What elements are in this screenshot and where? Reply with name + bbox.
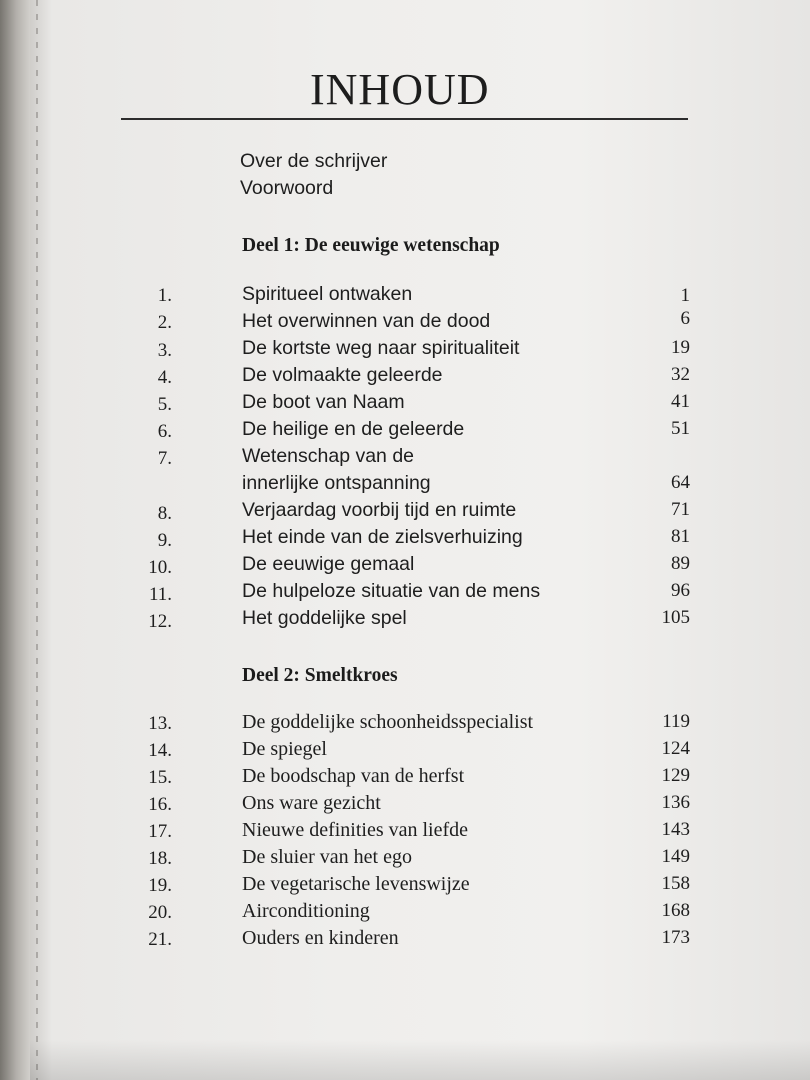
part-heading: Deel 1: De eeuwige wetenschap: [242, 235, 500, 256]
entry-page: 136: [661, 792, 690, 813]
entry-title: Het goddelijke spel: [242, 607, 407, 629]
entry-number: 2.: [157, 312, 172, 333]
entry-page: 64: [671, 472, 690, 493]
entry-number: 3.: [157, 340, 172, 361]
entry-number: 19.: [148, 875, 172, 896]
entry-page: 119: [662, 711, 690, 732]
entry-number: 9.: [157, 530, 172, 551]
entry-page: 19: [671, 337, 690, 358]
entry-number: 8.: [157, 503, 172, 524]
entry-page: 71: [671, 499, 690, 520]
entry-title: De hulpeloze situatie van de mens: [242, 580, 541, 602]
entry-page: 105: [661, 607, 690, 628]
entry-number: 13.: [148, 713, 172, 734]
entry-page: 149: [661, 846, 690, 867]
entry-title: De spiegel: [242, 738, 327, 760]
entry-page: 1: [680, 285, 690, 306]
title-rule: [121, 118, 688, 120]
entry-title: De eeuwige gemaal: [242, 553, 415, 575]
entry-number: 6.: [157, 421, 172, 442]
front-matter-item: Voorwoord: [240, 177, 334, 199]
entry-page: 32: [671, 364, 690, 385]
adjacent-page-edge: [0, 0, 30, 1080]
entry-number: 21.: [148, 929, 172, 950]
entry-number: 16.: [148, 794, 172, 815]
page-shadow: [30, 1040, 810, 1080]
entry-number: 18.: [148, 848, 172, 869]
entry-title: Het einde van de zielsverhuizing: [242, 526, 523, 548]
entry-title: Nieuwe definities van liefde: [242, 819, 469, 841]
binding-stitching: [36, 0, 38, 1080]
entry-number: 4.: [157, 367, 172, 388]
entry-page: 89: [671, 553, 690, 574]
entry-title-line: innerlijke ontspanning: [242, 472, 431, 494]
part-heading: Deel 2: Smeltkroes: [242, 665, 398, 686]
entry-title: De kortste weg naar spiritualiteit: [242, 337, 520, 359]
entry-number: 11.: [148, 584, 172, 605]
entry-number: 12.: [148, 611, 172, 632]
entry-title-line: Wetenschap van de: [242, 445, 415, 467]
entry-title: De sluier van het ego: [242, 846, 412, 868]
entry-page: 129: [661, 765, 690, 786]
entry-number: 15.: [148, 767, 172, 788]
page-title: INHOUD: [310, 65, 490, 114]
entry-number: 7.: [157, 448, 172, 469]
entry-title: Ouders en kinderen: [242, 927, 399, 949]
entry-title: Verjaardag voorbij tijd en ruimte: [242, 499, 517, 521]
entry-title: Ons ware gezicht: [242, 792, 381, 814]
entry-number: 17.: [148, 821, 172, 842]
entry-title: De boot van Naam: [242, 391, 405, 413]
front-matter-item: Over de schrijver: [240, 150, 388, 172]
entry-title: De volmaakte geleerde: [242, 364, 443, 386]
entry-page: 41: [671, 391, 690, 412]
entry-title: De boodschap van de herfst: [242, 765, 465, 787]
entry-page: 168: [661, 900, 690, 921]
entry-title: De goddelijke schoonheidsspecialist: [242, 711, 534, 733]
entry-title: Het overwinnen van de dood: [242, 310, 491, 332]
entry-title: Spiritueel ontwaken: [242, 283, 413, 305]
entry-number: 14.: [148, 740, 172, 761]
entry-title: De vegetarische levenswijze: [242, 873, 470, 895]
entry-number: 20.: [148, 902, 172, 923]
entry-title: De heilige en de geleerde: [242, 418, 465, 440]
entry-number: 1.: [157, 285, 172, 306]
entry-page: 6: [680, 308, 690, 329]
entry-page: 51: [671, 418, 690, 439]
entry-number: 5.: [157, 394, 172, 415]
entry-page: 173: [661, 927, 690, 948]
entry-page: 158: [661, 873, 690, 894]
entry-title: Airconditioning: [242, 900, 370, 922]
entry-page: 81: [671, 526, 690, 547]
entry-page: 124: [661, 738, 690, 759]
entry-page: 143: [661, 819, 690, 840]
entry-page: 96: [671, 580, 690, 601]
entry-number: 10.: [148, 557, 172, 578]
